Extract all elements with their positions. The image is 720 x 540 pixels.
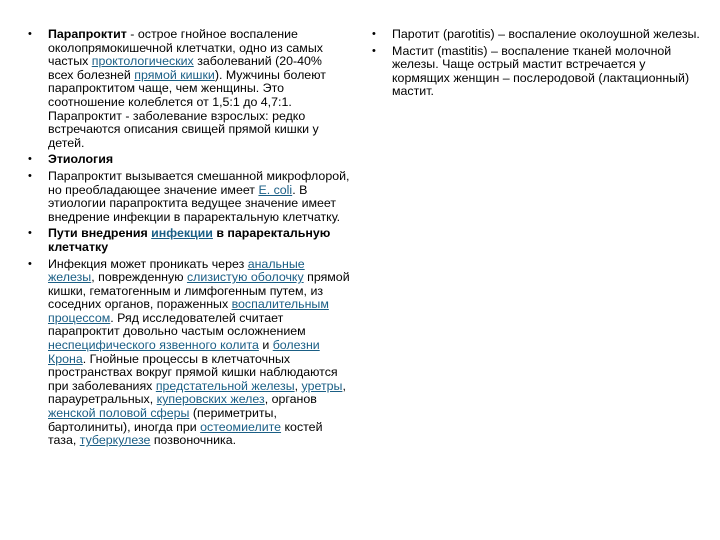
link-urethra[interactable]: уретры (301, 378, 343, 393)
link-mucous-membrane[interactable]: слизистую оболочку (186, 270, 304, 285)
link-tuberculosis[interactable]: туберкулезе (79, 433, 151, 448)
link-crohns-disease[interactable]: болезни Крона (48, 338, 320, 366)
link-inflammatory-process[interactable]: воспалительным процессом (48, 297, 329, 325)
term-paraproctitis: Парапроктит (48, 27, 127, 41)
link-ulcerative-colitis[interactable]: неспецифического язвенного колита (48, 338, 259, 353)
left-column (28, 28, 350, 451)
right-column (372, 28, 702, 102)
bullet-marker: • (28, 227, 32, 240)
bullet-marker: • (372, 44, 376, 57)
left-bullet-list (28, 28, 350, 448)
bullet-marker: • (372, 28, 376, 40)
bullet-marker: • (28, 169, 32, 182)
link-prostate[interactable]: предстательной железы (155, 378, 295, 393)
list-item-parotitis: • Паротит (parotitis) – воспаление околоушной железы. (372, 27, 700, 41)
link-rectum[interactable]: прямой кишки (134, 67, 215, 82)
list-item-mastitis: • Мастит (mastitis) – воспаление тканей молочной железы. Чаще острый мастит встречается у кормящих женщин – послеродовой (лактационный) мастит. (372, 43, 690, 99)
bullet-marker: • (28, 153, 32, 166)
list-item-infection-routes-heading: • Пути внедрения инфекции в параректальную клетчатку (28, 226, 331, 254)
link-female-reproductive[interactable]: женской половой сферы (48, 406, 190, 421)
link-infection[interactable]: инфекции (151, 226, 213, 241)
link-osteomyelitis[interactable]: остеомиелите (200, 419, 282, 434)
list-item-infection-routes-text: • Инфекция может проникать через анальные железы, поврежденную слизистую оболочку прямой кишки, гематогенным и лимфогенным путем, из соседних органов, пораженных воспалительным процессом. Ряд исследователей считает парапроктит довольно частым осложнением неспецифического язвенного колита и болезни Крона. Гнойные процессы в клетчаточных пространствах вокруг прямой кишки наблюдаются при заболеваниях предстательной железы, уретры, парауретральных, куперовских желез, органов женской половой сферы (периметриты, бартолиниты), иногда при остеомиелите костей таза, туберкулезе позвоночника. (28, 256, 350, 448)
link-e-coli[interactable]: E. coli (258, 182, 293, 197)
list-item-etiology-text: • Парапроктит вызывается смешанной микрофлорой, но преобладающее значение имеет E. coli. В этиологии парапроктита ведущее значение имеет внедрение инфекции в параректальную клетчатку. (28, 168, 350, 224)
bullet-marker: • (28, 28, 32, 40)
heading-etiology: Этиология (48, 152, 114, 167)
bullet-marker: • (28, 257, 32, 270)
link-anal-glands[interactable]: анальные железы (48, 256, 305, 285)
list-item-etiology-heading (28, 153, 350, 167)
right-bullet-list (372, 28, 702, 99)
link-proctological[interactable]: проктологических (91, 54, 194, 69)
list-item-paraproctitis-definition: • Парапроктит - острое гнойное воспаление околопрямокишечной клетчатки, одно из самых частых проктологических заболеваний (20-40% всех болезней прямой кишки). Мужчины болеют парапроктитом чаще, чем женщины. Это соотношение колеблется от 1,5:1 до 4,7:1. Парапроктит - заболевание взрослых: редко встречаются описания свищей прямой кишки у детей. (28, 27, 326, 150)
link-cowper-glands[interactable]: куперовских желез (156, 392, 265, 407)
